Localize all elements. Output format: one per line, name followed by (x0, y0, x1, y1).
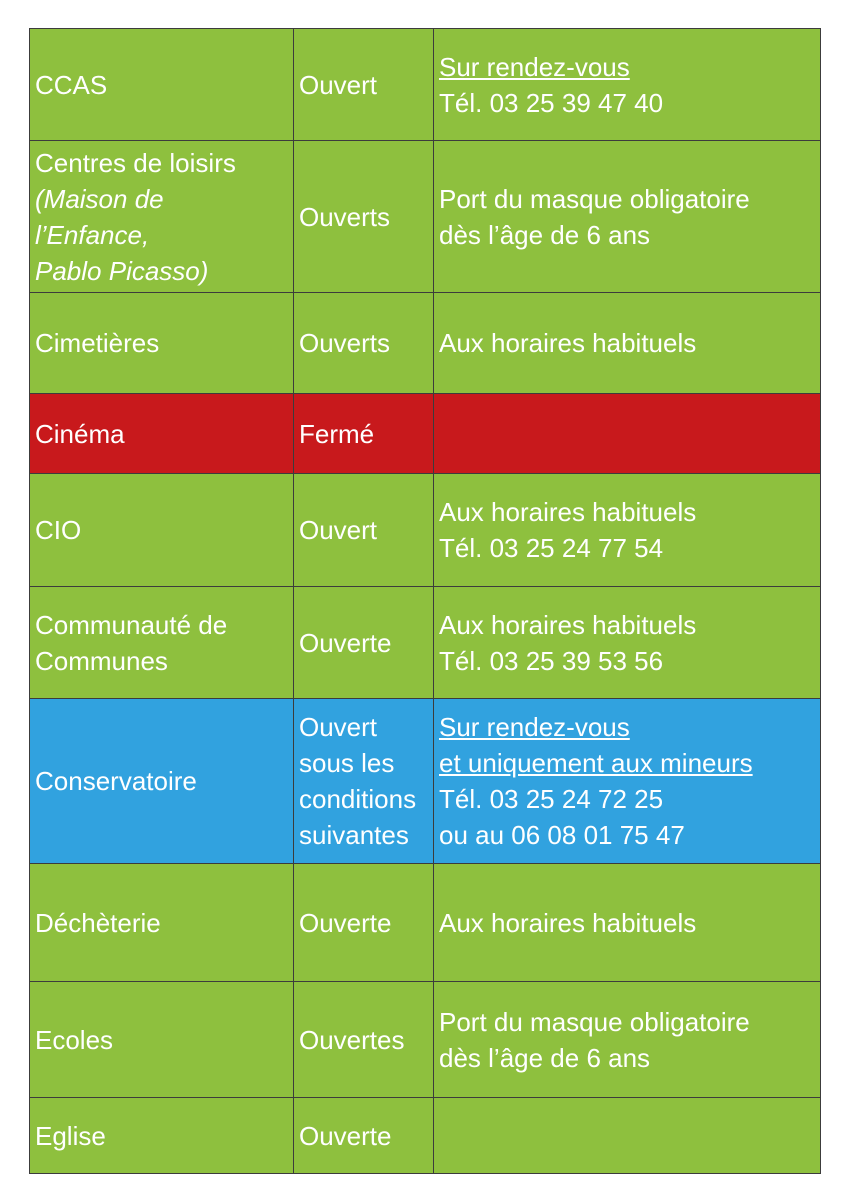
status-cell (294, 293, 434, 394)
status-cell (294, 1098, 434, 1174)
info-text: Aux horaires habituels (439, 497, 697, 527)
service-name: Cinéma (35, 418, 125, 449)
row-cimetieres (30, 293, 821, 394)
info-text: Tél. 03 25 39 53 56 (439, 645, 664, 676)
info-text: ou au 06 08 01 75 47 (439, 820, 685, 850)
info-cell (434, 1098, 821, 1174)
service-name: CCAS (35, 69, 108, 100)
info-text: Aux horaires habituels (439, 328, 697, 358)
info-link: Sur rendez-vous (439, 51, 630, 82)
info-cell (434, 864, 821, 982)
service-name-cell (30, 699, 294, 864)
service-name-note: Pablo Picasso) (35, 255, 209, 286)
status-text: Ouverts (299, 328, 391, 358)
status-text: conditions (299, 784, 417, 814)
service-name-cell (30, 982, 294, 1098)
info-cell (434, 587, 821, 699)
info-text: Port du masque obligatoire (439, 183, 750, 214)
status-text: Ouverte (299, 907, 392, 938)
row-cio (30, 474, 821, 587)
status-text: Ouverte (299, 1120, 392, 1151)
service-name-cell (30, 394, 294, 474)
service-name: Ecoles (35, 1024, 114, 1055)
status-text: Ouverts (299, 201, 391, 232)
status-text: Ouvert (299, 712, 378, 742)
services-table (29, 28, 821, 1174)
service-name: Déchèterie (35, 907, 161, 938)
row-decheterie (30, 864, 821, 982)
row-conservatoire (30, 699, 821, 864)
service-name-cell (30, 293, 294, 394)
service-name-cell (30, 587, 294, 699)
info-cell (434, 982, 821, 1098)
service-name-note: (Maison de (35, 183, 164, 214)
info-cell (434, 293, 821, 394)
service-name: CIO (35, 515, 82, 545)
status-text: Ouverte (299, 627, 392, 658)
status-text: sous les (299, 748, 395, 778)
info-cell (434, 394, 821, 474)
service-name: Communes (35, 645, 168, 676)
status-cell (294, 394, 434, 474)
service-name-note: l’Enfance, (35, 219, 150, 250)
service-name: Centres de loisirs (35, 147, 236, 178)
service-name: Eglise (35, 1120, 106, 1151)
info-cell (434, 29, 821, 141)
status-cell (294, 982, 434, 1098)
status-text: suivantes (299, 820, 409, 850)
service-name-cell (30, 474, 294, 587)
status-cell (294, 141, 434, 293)
status-text: Fermé (299, 418, 375, 449)
info-cell (434, 141, 821, 293)
service-name: Communauté de (35, 609, 228, 640)
service-name-cell (30, 1098, 294, 1174)
service-name-cell (30, 141, 294, 293)
info-text: dès l’âge de 6 ans (439, 219, 651, 250)
info-cell (434, 474, 821, 587)
row-centres-de-loisirs (30, 141, 821, 293)
services-table-body (30, 29, 821, 1174)
row-ccas (30, 29, 821, 141)
service-name-cell (30, 29, 294, 141)
info-text: Port du masque obligatoire (439, 1006, 750, 1037)
row-eglise (30, 1098, 821, 1174)
row-ecoles (30, 982, 821, 1098)
row-communaute-de-communes (30, 587, 821, 699)
info-text: Aux horaires habituels (439, 609, 697, 640)
info-link: Sur rendez-vous (439, 712, 630, 742)
info-text: Tél. 03 25 24 77 54 (439, 533, 664, 563)
status-cell (294, 864, 434, 982)
info-text: dès l’âge de 6 ans (439, 1042, 651, 1073)
service-name: Cimetières (35, 328, 160, 358)
service-name-cell (30, 864, 294, 982)
status-cell (294, 29, 434, 141)
status-text: Ouvertes (299, 1024, 405, 1055)
info-cell (434, 699, 821, 864)
service-name: Conservatoire (35, 766, 197, 796)
row-cinema (30, 394, 821, 474)
status-text: Ouvert (299, 515, 378, 545)
info-text: Tél. 03 25 24 72 25 (439, 784, 664, 814)
info-link: et uniquement aux mineurs (439, 748, 753, 778)
info-text: Aux horaires habituels (439, 907, 697, 938)
status-cell (294, 699, 434, 864)
status-text: Ouvert (299, 69, 378, 100)
status-cell (294, 587, 434, 699)
status-cell (294, 474, 434, 587)
info-text: Tél. 03 25 39 47 40 (439, 87, 664, 118)
